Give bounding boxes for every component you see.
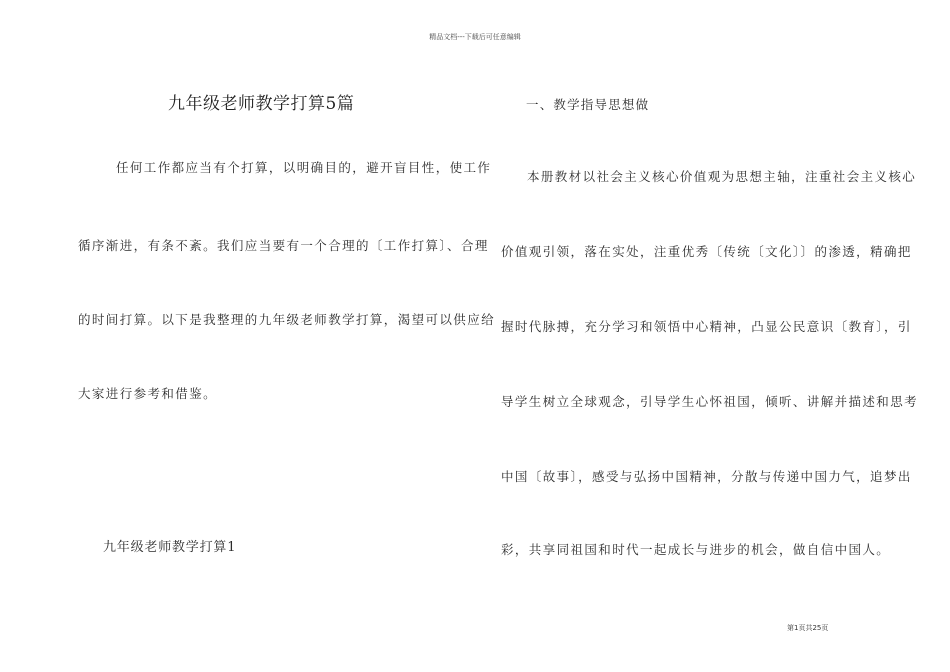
body-text-line: 的时间打算。以下是我整理的九年级老师教学打算，渴望可以供应给 <box>78 312 496 327</box>
page-number: 第1页共25页 <box>787 624 829 632</box>
body-text-line: 本册教材以社会主义核心价值观为思想主轴，注重社会主义核心 <box>527 169 917 184</box>
section-subtitle: 九年级老师教学打算1 <box>103 540 237 555</box>
body-text-line: 导学生树立全球观念，引导学生心怀祖国，倾听、讲解并描述和思考 <box>501 394 919 409</box>
body-text-line: 价值观引领，落在实处，注重优秀〔传统〔文化〕〕的渗透，精确把 <box>501 244 912 259</box>
document-title: 九年级老师教学打算5篇 <box>168 94 355 114</box>
body-text-line: 握时代脉搏，充分学习和领悟中心精神，凸显公民意识〔教育〕，引 <box>501 319 912 334</box>
section-heading: 一、教学指导思想做 <box>526 97 650 112</box>
body-text-line: 任何工作都应当有个打算，以明确目的，避开盲目性，使工作 <box>116 160 492 175</box>
page-header: 精品文档---下载后可任意编辑 <box>429 33 521 41</box>
body-text-line: 中国〔故事〕，感受与弘扬中国精神，分散与传递中国力气，追梦出 <box>501 469 912 484</box>
body-text-line: 彩，共享同祖国和时代一起成长与进步的机会，做自信中国人。 <box>501 542 891 557</box>
body-text-line: 循序渐进，有条不紊。我们应当要有一个合理的〔工作打算〕、合理 <box>78 238 489 253</box>
body-text-line: 大家进行参考和借鉴。 <box>78 386 218 401</box>
